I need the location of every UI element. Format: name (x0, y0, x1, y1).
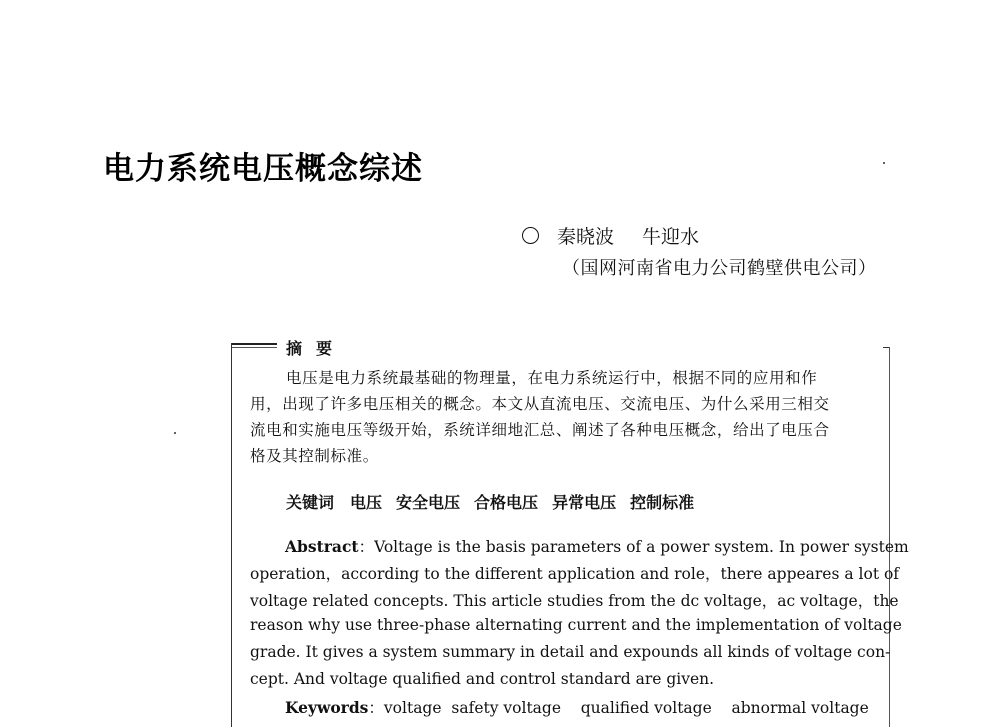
speck-mark (883, 162, 885, 164)
keywords-en-label: Keywords (285, 698, 369, 717)
keyword-item: 合格电压 (474, 493, 539, 512)
keywords-cn (286, 490, 708, 513)
abstract-en-label: Abstract (285, 537, 359, 556)
keywords-cn-label: 关键词 (286, 493, 335, 512)
keyword-item: 异常电压 (552, 493, 617, 512)
author-2: 牛迎水 (642, 226, 700, 248)
abstract-cn-line: 电压是电力系统最基础的物理量，在电力系统运行中，根据不同的应用和作 (286, 369, 818, 387)
abstract-heading: 摘要 (286, 339, 347, 358)
author-1: 秦晓波 (557, 226, 615, 248)
keyword-item: 电压 (350, 493, 383, 512)
authors-line (522, 222, 699, 249)
abstract-en-line: grade. It gives a system summary in detail and expounds all kinds of voltage con- (250, 643, 891, 661)
abstract-cn-line: 流电和实施电压等级开始，系统详细地汇总、阐述了各种电压概念，给出了电压合 (250, 421, 830, 439)
abstract-en-line: cept. And voltage qualified and control standard are given. (250, 670, 715, 688)
keywords-en (285, 696, 869, 718)
keyword-item: 控制标准 (630, 493, 695, 512)
abstract-cn-line: 用，出现了许多电压相关的概念。本文从直流电压、交流电压、为什么采用三相交 (250, 395, 830, 413)
abstract-cn-line: 格及其控制标准。 (250, 447, 379, 465)
abstract-frame-top (231, 343, 277, 345)
keyword-item: 安全电压 (396, 493, 461, 512)
affiliation: （国网河南省电力公司鹤壁供电公司） (562, 258, 877, 279)
abstract-frame-top-inner (231, 347, 277, 348)
speck-mark (174, 432, 176, 434)
abstract-frame-left (231, 343, 232, 727)
abstract-en-first-line (285, 535, 909, 557)
abstract-en-line: operation，according to the different application and role，there appeares a lot of (250, 565, 900, 583)
abstract-en-line: voltage related concepts. This article studies from the dc voltage，ac voltage，the (250, 592, 899, 610)
circle-icon (522, 227, 539, 244)
abstract-en-text: ：Voltage is the basis parameters of a power system. In power system (358, 538, 909, 556)
paper-title: 电力系统电压概念综述 (103, 151, 423, 187)
keywords-en-text: ：voltage safety voltage qualified voltage abnormal voltage (368, 699, 869, 717)
abstract-en-line: reason why use three-phase alternating current and the implementation of voltage (250, 616, 902, 634)
